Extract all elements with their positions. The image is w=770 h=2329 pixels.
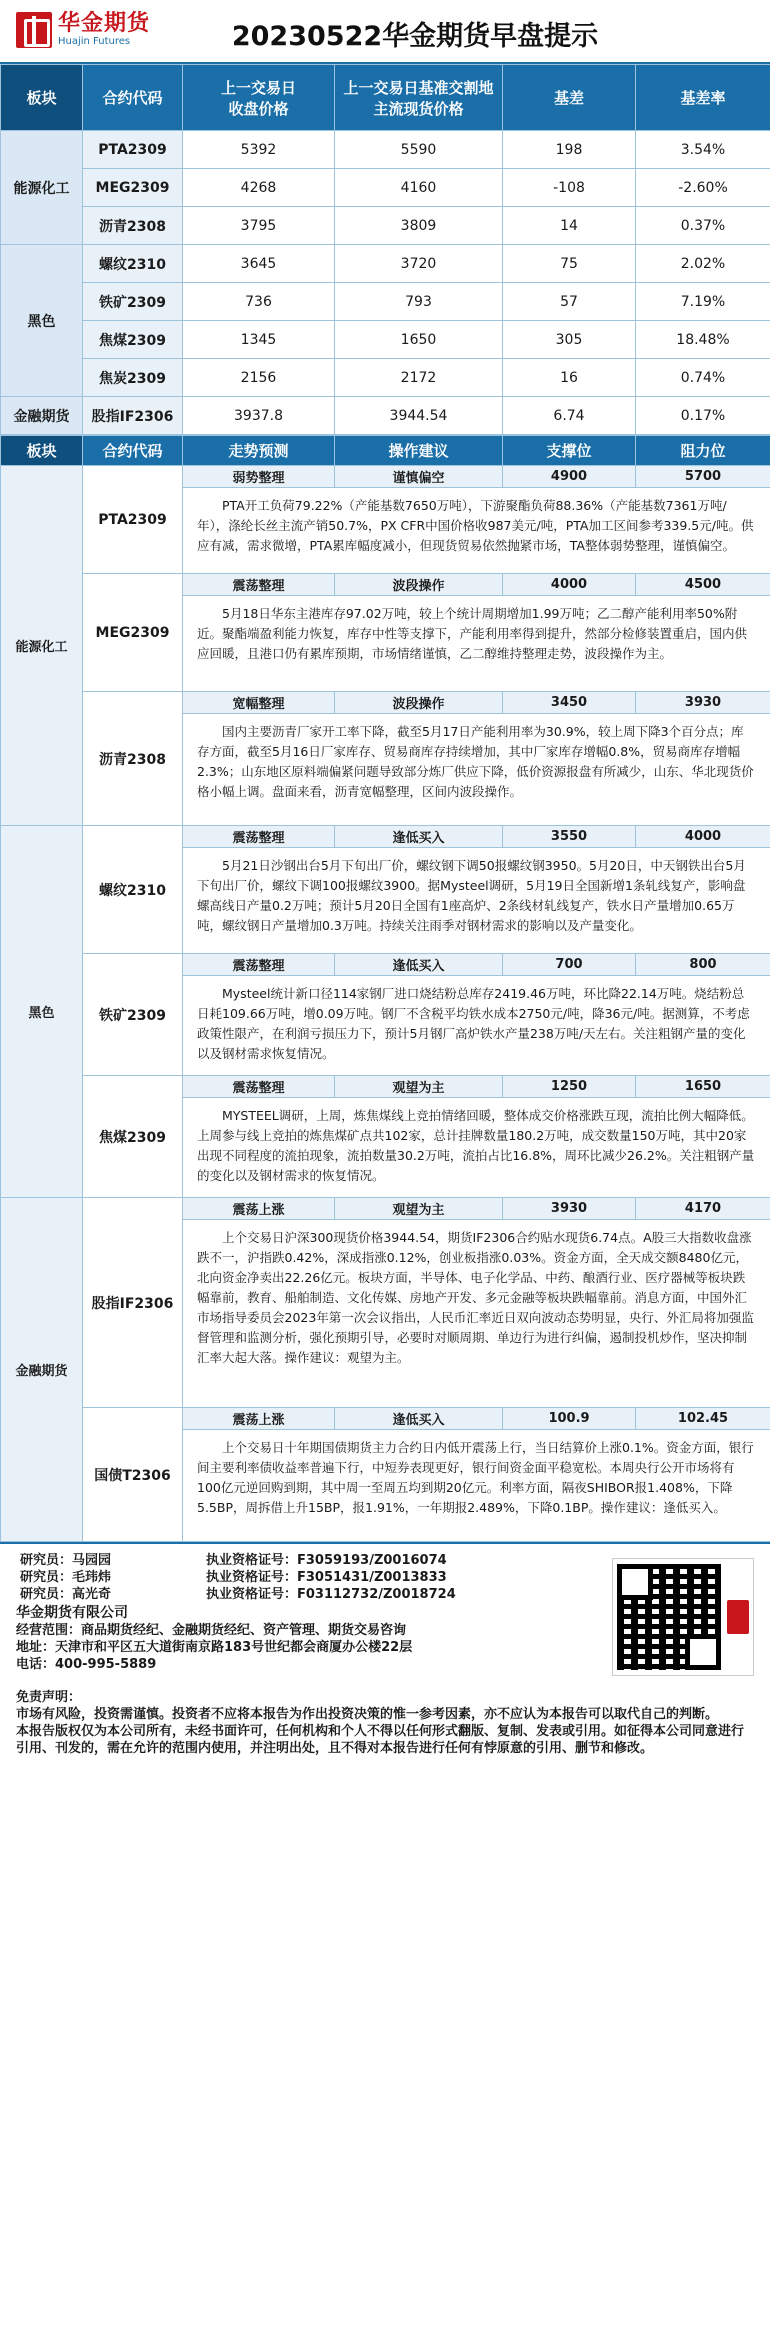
header-rate: 基差率 [636,65,770,131]
advice-table-header [1,436,770,466]
table-row [1,207,770,245]
sector-label: 能源化工 [1,131,83,245]
contract-code: MEG2309 [83,169,183,207]
table-row [1,359,770,397]
trend-forecast: 震荡整理 [183,574,335,596]
advice-summary-row [1,1076,770,1098]
spot-price: 1650 [335,321,503,359]
spot-price: 3809 [335,207,503,245]
resistance-level: 4170 [636,1198,770,1220]
contract-code: PTA2309 [83,466,183,574]
spot-price: 793 [335,283,503,321]
close-price: 736 [183,283,335,321]
support-level: 4900 [503,466,636,488]
qr-code[interactable] [612,1558,754,1676]
operation-advice: 逢低买入 [335,1408,503,1430]
close-price: 2156 [183,359,335,397]
trend-forecast: 震荡整理 [183,826,335,848]
basis-rate: 2.02% [636,245,770,283]
sector-label: 能源化工 [1,466,83,826]
operation-advice: 逢低买入 [335,954,503,976]
report-footer [0,1542,770,1767]
header-trend: 走势预测 [183,436,335,466]
contract-code: 铁矿2309 [83,283,183,321]
support-level: 100.9 [503,1408,636,1430]
advice-summary-row [1,1408,770,1430]
header-code: 合约代码 [83,65,183,131]
close-price: 3795 [183,207,335,245]
company-address: 地址：天津市和平区五大道街南京路183号世纪都会商厦办公楼22层 [16,1640,413,1655]
operation-advice: 观望为主 [335,1198,503,1220]
analyst-name: 研究员：毛玮炜 [20,1570,112,1585]
logo-en-text: Huajin Futures [58,36,131,47]
resistance-level: 4000 [636,826,770,848]
analysis-text: 上个交易日十年期国债期货主力合约日内低开震荡上行，当日结算价上涨0.1%。资金方面，银行间主要利率债收益率普遍下行，中短券表现更好，银行间资金面平稳宽松。本周央行公开市场将有100亿元逆回购到期，其中周一至周五均到期20亿元。利率方面，隔夜SHIBOR报1.408%，下降5.5BP，周拆借上升15BP，报1.91%，一年期报2.489%，下降0.1BP。操作建议：逢低买入。 [183,1430,770,1542]
basis-value: 6.74 [503,397,636,435]
resistance-level: 800 [636,954,770,976]
contract-code: 国债T2306 [83,1408,183,1542]
header-sector: 板块 [1,65,83,131]
basis-table [0,64,770,435]
trend-forecast: 震荡上涨 [183,1408,335,1430]
analyst-cert: 执业资格证号：F3059193/Z0016074 [206,1553,447,1568]
close-price: 3937.8 [183,397,335,435]
resistance-level: 4500 [636,574,770,596]
basis-value: 75 [503,245,636,283]
resistance-level: 1650 [636,1076,770,1098]
table-row [1,131,770,169]
operation-advice: 观望为主 [335,1076,503,1098]
table-row [1,321,770,359]
basis-rate: 3.54% [636,131,770,169]
advice-summary-row [1,692,770,714]
basis-value: 14 [503,207,636,245]
basis-value: -108 [503,169,636,207]
header-spot: 上一交易日基准交割地 主流现货价格 [335,65,503,131]
header-resistance: 阻力位 [636,436,770,466]
header-sector: 板块 [1,436,83,466]
analyst-name: 研究员：马园园 [20,1553,112,1568]
trend-forecast: 震荡整理 [183,1076,335,1098]
table-row [1,245,770,283]
analysis-text: 5月18日华东主港库存97.02万吨，较上个统计周期增加1.99万吨；乙二醇产能利用率50%附近。聚酯端盈利能力恢复，库存中性等支撑下，产能利用率得到提升，然部分检修装置重启，国内供应回暖，且港口仍有累库预期，市场情绪谨慎，乙二醇维持整理走势，波段操作为主。 [183,596,770,692]
analyst-cert: 执业资格证号：F3051431/Z0013833 [206,1570,447,1585]
qr-code-icon [617,1564,721,1670]
spot-price: 3944.54 [335,397,503,435]
operation-advice: 波段操作 [335,574,503,596]
table-row [1,283,770,321]
analysis-text: Mysteel统计新口径114家钢厂进口烧结粉总库存2419.46万吨，环比降22.14万吨。烧结粉总日耗109.66万吨，增0.09万吨。钢厂不含税平均铁水成本2750元/吨，降36元/吨。据测算，不考虑政策性限产，在利润亏损压力下，预计5月钢厂高炉铁水产量238万吨/天左右。关注粗钢产量的变化以及钢材需求恢复情况。 [183,976,770,1076]
logo-cn-text: 华金期货 [58,11,151,36]
basis-value: 57 [503,283,636,321]
disclaimer-text: 本报告版权仅为本公司所有，未经书面许可，任何机构和个人不得以任何形式翻版、复制、发表或引用。如征得本公司同意进行引用、刊发的，需在允许的范围内使用，并注明出处，且不得对本报告进行任何有悖原意的引用、删节和修改。 [16,1724,745,1756]
support-level: 1250 [503,1076,636,1098]
basis-rate: 0.37% [636,207,770,245]
table-row [1,169,770,207]
report-header [0,0,770,64]
disclaimer-text: 市场有风险，投资需谨慎。投资者不应将本报告为作出投资决策的惟一参考因素，亦不应认为本报告可以取代自己的判断。 [16,1707,719,1722]
analyst-name: 研究员：高光奇 [20,1587,112,1602]
support-level: 700 [503,954,636,976]
contract-code: 螺纹2310 [83,245,183,283]
close-price: 5392 [183,131,335,169]
contract-code: 螺纹2310 [83,826,183,954]
contract-code: 沥青2308 [83,692,183,826]
support-level: 3550 [503,826,636,848]
advice-summary-row [1,954,770,976]
advice-summary-row [1,574,770,596]
resistance-level: 3930 [636,692,770,714]
trend-forecast: 弱势整理 [183,466,335,488]
basis-rate: 0.74% [636,359,770,397]
basis-value: 198 [503,131,636,169]
operation-advice: 逢低买入 [335,826,503,848]
contract-code: 焦煤2309 [83,1076,183,1198]
spot-price: 4160 [335,169,503,207]
support-level: 3930 [503,1198,636,1220]
basis-rate: 7.19% [636,283,770,321]
contract-code: MEG2309 [83,574,183,692]
header-support: 支撑位 [503,436,636,466]
close-price: 4268 [183,169,335,207]
contract-code: 股指IF2306 [83,397,183,435]
close-price: 1345 [183,321,335,359]
header-code: 合约代码 [83,436,183,466]
logo-badge-icon [727,1600,749,1634]
operation-advice: 波段操作 [335,692,503,714]
analyst-cert: 执业资格证号：F03112732/Z0018724 [206,1587,456,1602]
trend-forecast: 震荡整理 [183,954,335,976]
advice-summary-row [1,466,770,488]
contract-code: 焦炭2309 [83,359,183,397]
sector-label: 金融期货 [1,1198,83,1542]
advice-summary-row [1,826,770,848]
resistance-level: 5700 [636,466,770,488]
trend-forecast: 震荡上涨 [183,1198,335,1220]
basis-rate: -2.60% [636,169,770,207]
sector-label: 黑色 [1,826,83,1198]
operation-advice: 谨慎偏空 [335,466,503,488]
basis-value: 16 [503,359,636,397]
spot-price: 2172 [335,359,503,397]
spot-price: 5590 [335,131,503,169]
basis-rate: 18.48% [636,321,770,359]
close-price: 3645 [183,245,335,283]
company-phone: 电话：400-995-5889 [16,1657,157,1672]
analysis-text: 上个交易日沪深300现货价格3944.54，期货IF2306合约贴水现货6.74点。A股三大指数收盘涨跌不一，沪指跌0.42%，深成指涨0.12%，创业板指涨0.03%。资金方面，全天成交额8480亿元，北向资金净卖出22.26亿元。板块方面，半导体、电子化学品、中药、酿酒行业、医疗器械等板块跌幅靠前，教育、船舶制造、文化传媒、房地产开发、多元金融等板块跌幅靠前。消息方面，中国外汇市场指导委员会2023年第一次会议指出，人民币汇率近日双向波动态势明显，央行、外汇局将加强监督管理和监测分析，强化预期引导，必要时对顺周期、单边行为进行纠偏，遏制投机炒作，坚决抑制汇率大起大落。操作建议：观望为主。 [183,1220,770,1408]
resistance-level: 102.45 [636,1408,770,1430]
disclaimer-title: 免责声明： [16,1690,82,1705]
spot-price: 3720 [335,245,503,283]
contract-code: PTA2309 [83,131,183,169]
basis-rate: 0.17% [636,397,770,435]
header-basis: 基差 [503,65,636,131]
support-level: 4000 [503,574,636,596]
basis-table-header [1,65,770,131]
table-row [1,397,770,435]
analysis-text: MYSTEEL调研，上周，炼焦煤线上竞拍情绪回暖，整体成交价格涨跌互现，流拍比例大幅降低。上周参与线上竞拍的炼焦煤矿点共102家，总计挂牌数量180.2万吨，成交数量150万吨，其中20家出现不同程度的流拍现象，流拍数量30.2万吨，流拍占比16.8%，周环比减少26.2%。关注粗钢产量的变化以及钢材需求的恢复情况。 [183,1098,770,1198]
analysis-text: PTA开工负荷79.22%（产能基数7650万吨），下游聚酯负荷88.36%（产能基数7361万吨/年），涤纶长丝主流产销50.7%，PX CFR中国价格收987美元/吨，PTA加工区间参考339.5元/吨。供应有减，需求微增，PTA累库幅度减小，但现货贸易依然抛紧市场，TA整体弱势整理，谨慎偏空。 [183,488,770,574]
header-close: 上一交易日 收盘价格 [183,65,335,131]
trend-forecast: 宽幅整理 [183,692,335,714]
contract-code: 沥青2308 [83,207,183,245]
sector-label: 黑色 [1,245,83,397]
advice-summary-row [1,1198,770,1220]
contract-code: 铁矿2309 [83,954,183,1076]
header-advice: 操作建议 [335,436,503,466]
contract-code: 股指IF2306 [83,1198,183,1408]
page-title: 20230522华金期货早盘提示 [231,21,599,52]
contract-code: 焦煤2309 [83,321,183,359]
advice-table [0,435,770,1542]
analysis-text: 5月21日沙钢出台5月下旬出厂价，螺纹钢下调50报螺纹钢3950。5月20日，中天钢铁出台5月下旬出厂价，螺纹下调100报螺纹3900。据Mysteel调研，5月19日全国新增1条轧线复产，影响盘螺高线日产量0.2万吨；预计5月20日全国有1座高炉、2条线材轧线复产，铁水日产量增加0.65万吨，螺纹钢日产量增加0.3万吨。持续关注雨季对钢材需求的影响以及产量变化。 [183,848,770,954]
analysis-text: 国内主要沥青厂家开工率下降，截至5月17日产能利用率为30.9%，较上周下降3个百分点；库存方面，截至5月16日厂家库存、贸易商库存持续增加，其中厂家库存增幅0.8%，贸易商库存增幅2.3%；山东地区原料端偏紧问题导致部分炼厂供应下降，低价资源报盘有所减少，山东、华北现货价格小幅上调。盘面来看，沥青宽幅整理，区间内波段操作。 [183,714,770,826]
sector-label: 金融期货 [1,397,83,435]
support-level: 3450 [503,692,636,714]
basis-value: 305 [503,321,636,359]
business-scope: 经营范围：商品期货经纪、金融期货经纪、资产管理、期货交易咨询 [16,1623,407,1638]
company-name: 华金期货有限公司 [16,1605,128,1621]
